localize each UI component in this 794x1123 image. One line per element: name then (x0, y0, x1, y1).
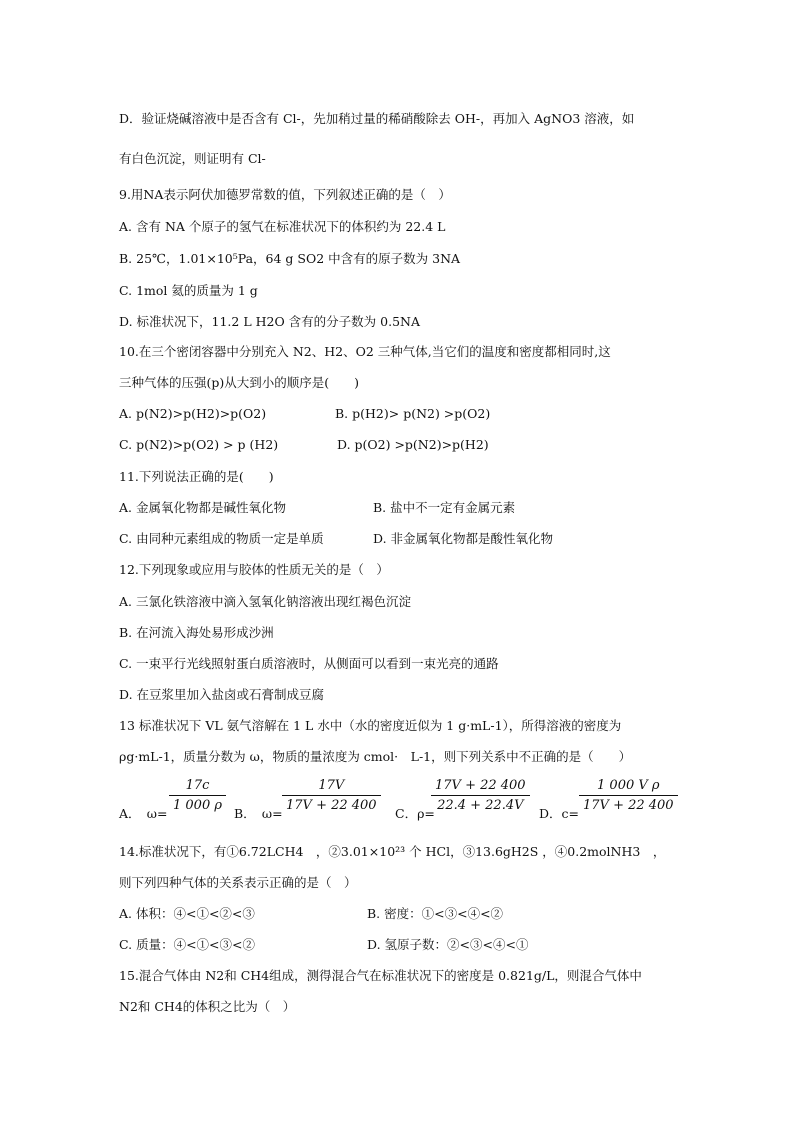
q13-option-a-denominator: 1 000 ρ (173, 798, 222, 813)
q11-option-d: D. 非金属氧化物都是酸性氧化物 (373, 531, 554, 546)
q13-option-d (539, 776, 679, 826)
q9-stem: 9.用NA表示阿伏加德罗常数的值，下列叙述正确的是（ ） (119, 187, 451, 202)
q8-option-d-line1: D．验证烧碱溶液中是否含有 Cl-，先加稍过量的稀硝酸除去 OH-，再加入 AgNO3 溶液，如 (119, 111, 635, 126)
q15-stem-line1: 15.混合气体由 N2和 CH4组成，测得混合气在标准状况下的密度是 0.821g/L，则混合气体中 (119, 968, 642, 983)
q10-option-d: D. p(O2) >p(N2)>p(H2) (337, 437, 489, 452)
q13-option-a (119, 776, 231, 826)
q13-options (119, 776, 679, 826)
q12-option-c: C. 一束平行光线照射蛋白质溶液时，从侧面可以看到一束光亮的通路 (119, 656, 499, 671)
q14-option-a: A. 体积：④<①<②<③ (119, 906, 255, 921)
q13-option-c-label: C．ρ= (395, 806, 435, 821)
q13-option-c-denominator: 22.4 + 22.4V (437, 798, 524, 813)
q13-option-a-fraction (169, 778, 226, 813)
q11-stem: 11.下列说法正确的是( ) (119, 469, 274, 484)
q13-option-b (234, 776, 384, 826)
q13-option-c (395, 776, 535, 826)
q14-option-c: C. 质量：④<①<③<② (119, 937, 255, 952)
q11-option-c: C. 由同种元素组成的物质一定是单质 (119, 531, 324, 546)
q10-stem-line1: 10.在三个密闭容器中分别充入 N2、H2、O2 三种气体,当它们的温度和密度都相同时,这 (119, 344, 611, 359)
q9-option-d: D. 标准状况下，11.2 L H2O 含有的分子数为 0.5NA (119, 314, 420, 329)
q11-option-a: A. 金属氧化物都是碱性氧化物 (119, 500, 286, 515)
q9-option-c: C. 1mol 氦的质量为 1 g (119, 283, 258, 298)
q11-option-b: B. 盐中不一定有金属元素 (373, 500, 516, 515)
q13-option-c-fraction (431, 778, 530, 813)
q12-option-b: B. 在河流入海处易形成沙洲 (119, 625, 274, 640)
q13-option-a-numerator: 17c (169, 778, 226, 796)
q9-option-a: A. 含有 NA 个原子的氢气在标准状况下的体积约为 22.4 L (119, 219, 446, 234)
q13-option-d-numerator: 1 000 V ρ (579, 778, 678, 796)
q15-stem-line2: N2和 CH4的体积之比为（ ） (119, 999, 296, 1014)
q10-option-c: C. p(N2)>p(O2) > p (H2) (119, 437, 279, 452)
q8-option-d-line2: 有白色沉淀，则证明有 Cl- (119, 151, 266, 166)
q13-option-b-numerator: 17V (282, 778, 381, 796)
q12-stem: 12.下列现象或应用与胶体的性质无关的是（ ） (119, 562, 389, 577)
q14-option-b: B. 密度：①<③<④<② (367, 906, 504, 921)
q13-option-d-label: D．c= (539, 806, 579, 821)
q14-option-d: D. 氢原子数：②<③<④<① (367, 937, 529, 952)
q12-option-d: D. 在豆浆里加入盐卤或石膏制成豆腐 (119, 687, 325, 702)
q13-option-d-denominator: 17V + 22 400 (583, 798, 674, 813)
q13-option-b-fraction (282, 778, 381, 813)
q12-option-a: A. 三氯化铁溶液中滴入氢氧化钠溶液出现红褐色沉淀 (119, 594, 411, 609)
q14-stem-line2: 则下列四种气体的关系表示正确的是（ ） (119, 875, 357, 890)
q13-stem-line1: 13 标准状况下 VL 氨气溶解在 1 L 水中（水的密度近似为 1 g·mL-1），所得溶液的密度为 (119, 718, 622, 733)
q13-option-b-label: B． ω= (234, 806, 283, 821)
q13-option-d-fraction (579, 778, 678, 813)
q13-option-a-label: A． ω= (119, 806, 168, 821)
q9-option-b: B. 25℃，1.01×10⁵Pa，64 g SO2 中含有的原子数为 3NA (119, 251, 461, 266)
q10-option-a: A. p(N2)>p(H2)>p(O2) (119, 406, 267, 421)
q10-option-b: B. p(H2)> p(N2) >p(O2) (335, 406, 491, 421)
q13-option-c-numerator: 17V + 22 400 (431, 778, 530, 796)
q13-stem-line2: ρg·mL-1，质量分数为 ω，物质的量浓度为 cmol· L-1，则下列关系中不正确的是（ ） (119, 749, 632, 764)
q14-stem-line1: 14.标准状况下，有①6.72LCH4 ，②3.01×10²³ 个 HCl，③13.6gH2S ，④0.2molNH3 ， (119, 844, 666, 859)
q10-stem-line2: 三种气体的压强(p)从大到小的顺序是( ) (119, 375, 360, 390)
q13-option-b-denominator: 17V + 22 400 (286, 798, 377, 813)
